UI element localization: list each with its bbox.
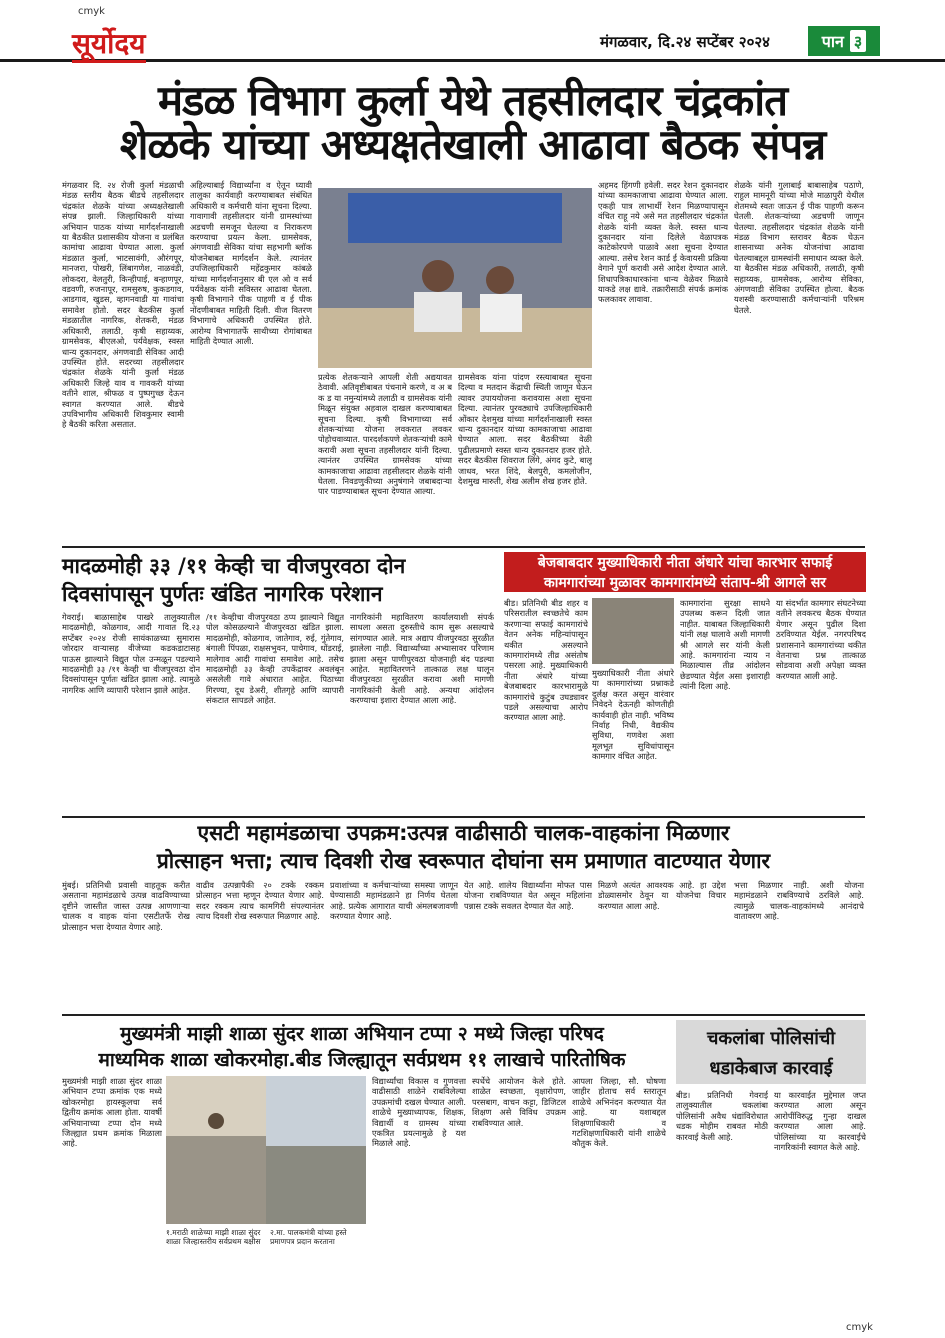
story3-column-2: मुख्याधिकारी नीता अंधारे या कामगारांच्या प्रश्नाकडे दुर्लक्ष करत असून वारंवार निवेदने देऊनही कोणतीही कार्यवाही होत नाही. भविष्य निर्वाह निधी, वैद्यकीय सुविधा, गणवेश अशा मूलभूत सुविधांपासून कामगार वंचित आहेत. — [592, 668, 674, 762]
cmyk-mark-bottom: cmyk — [846, 1322, 873, 1333]
portrait-photo — [592, 598, 674, 664]
lead-column-3: प्रत्येक शेतकऱ्याने आपली शेती अद्ययावत ठेवावी. अतिवृष्टीबाबत पंचनामे करणे, व अ ब क ड या नमुन्यांमध्ये तलाठी व ग्रामसेवक यांनी मिळून संयुक्त अहवाल दाखल करण्याबाबत सूचना दिल्या. कृषी विभागाच्या सर्व शेतकऱ्यांच्या योजना लवकरात लवकर पोहोचवाव्यात. पारदर्शकपणे शेतकऱ्यांची कामे करावी अशा सूचना तहसीलदार यांनी दिल्या. त्यानंतर उपस्थित ग्रामसेवक यांच्या कामकाजाचा आढावा तहसीलदार शेळके यांनी घेतला. निवडणुकीच्या अनुषंगाने जबाबदाऱ्या पार पाडण्याबाबत सूचना देण्यात आल्या. — [318, 372, 452, 497]
lead-column-6: शेळके यांनी गुलाबाई बाबासाहेब पठाणे, राहुल मामनूरी यांच्या मोजे माळापुरी येथील शेतमध्ये स्वतः जाऊन ई पीक पाहणी करून घेतली. शेतकऱ्यांच्या अडचणी जाणून घेतल्या. तहसीलदार चंद्रकांत शेळके यांनी मंडळ विभाग स्तरावर बैठक घेऊन शासनाच्या अनेक योजनांचा आढावा घेतल्याबद्दल ग्रामस्थांनी समाधान व्यक्त केले. या बैठकीस मंडळ अधिकारी, तलाठी, कृषी सहाय्यक, ग्रामसेवक, आरोग्य सेविका, अंगणवाडी सेविका उपस्थित होत्या. बैठक यशस्वी करण्यासाठी कर्मचाऱ्यांनी परिश्रम घेतले. — [734, 180, 864, 315]
section-divider — [62, 546, 865, 548]
story6-column-2: या कारवाईत मुद्देमाल जप्त करण्यात आला असून आरोपींविरुद्ध गुन्हा दाखल करण्यात आला आहे. पोलिसांच्या या कारवाईचे नागरिकांनी स्वागत केले आहे. — [774, 1090, 866, 1153]
story6-headline-line1: चकलांबा पोलिसांची — [707, 1028, 835, 1049]
story3-column-1: बीड। प्रतिनिधी बीड शहर व परिसरातील स्वच्छतेचे काम करणाऱ्या सफाई कामगारांचे वेतन अनेक महिन्यांपासून थकीत असल्याने कामगारांमध्ये तीव्र असंतोष पसरला आहे. मुख्याधिकारी नीता अंधारे यांच्या बेजबाबदार कारभारामुळे कामगारांचे कुटुंब उघड्यावर पडले असल्याचा आरोप करण्यात आला आहे. — [504, 598, 588, 723]
story4-headline-line1: एसटी महामंडळाचा उपक्रम:उत्पन्न वाढीसाठी चालक-वाहकांना मिळणार — [197, 821, 730, 845]
story4-column-3: प्रवाशांच्या व कर्मचाऱ्यांच्या समस्या जाणून घेण्यासाठी महामंडळाने हा निर्णय घेतला आहे. प्रत्येक आगारात याची अंमलबजावणी करण्यात येणार आहे. — [330, 880, 458, 922]
story2-column-2: /११ केव्हीचा वीजपुरवठा ठप्प झाल्याने विद्युत पोल कोसळल्याने वीजपुरवठा खंडित झाला. मादळमोही, कोळगाव, जातेगाव, रुई, गुंतेगाव, बंगाली पिंपळा, राक्षसभुवन, पाचेगाव, धोंडराई, मालेगाव आदी गावांचा समावेश आहे. तसेच मादळमोही ३३ केव्ही उपकेंद्रावर अवलंबून असलेली गावे अंधारात आहेत. पिठाच्या गिरण्या, दूध डेअरी, शीतगृहे आणि व्यापारी संकटात सापडले आहेत. — [206, 612, 344, 706]
story6-column-1: बीड। प्रतिनिधी गेवराई तालुक्यातील चकलांबा पोलिसांनी अवैध धंद्यांविरोधात धडक मोहीम राबवत मोठी कारवाई केली आहे. — [676, 1090, 768, 1142]
story2-headline-line2: दिवसांपासून पुर्णतः खंडित नागरिक परेशान — [62, 582, 383, 606]
story4-column-6: भत्ता मिळणार नाही. अशी योजना महामंडळाने राबविण्याचे ठरविले आहे. त्यामुळे चालक-वाहकांमध्ये आनंदाचे वातावरण आहे. — [734, 880, 864, 922]
story5-column-3: स्पर्धेचे आयोजन केले होते. शाळेत स्वच्छता, वृक्षारोपण, परसबाग, वाचन कट्टा, डिजिटल शिक्षण असे विविध उपक्रम राबविण्यात आले. — [472, 1076, 566, 1128]
meeting-photo — [318, 188, 592, 368]
story2-column-3: नागरिकांनी महावितरण कार्यालयाशी संपर्क साधला असता दुरुस्तीचे काम सुरू असल्याचे सांगण्यात आले. मात्र अद्याप वीजपुरवठा सुरळीत झालेला नाही. विद्यार्थ्यांच्या अभ्यासावर परिणाम झाला असून पाणीपुरवठा योजनाही बंद पडल्या आहेत. महावितरणने तात्काळ लक्ष घालून वीजपुरवठा सुरळीत करावा अशी मागणी नागरिकांनी केली आहे. अन्यथा आंदोलन करण्याचा इशारा देण्यात आला आहे. — [350, 612, 494, 706]
lead-column-1: मंगळवार दि. २४ रोजी कुर्ला मंडळाची मंडळ स्तरीय बैठक बीडचे तहसीलदार चंद्रकांत शेळके यांच्या अध्यक्षतेखाली संपन्न झाली. जिल्हाधिकारी यांच्या अभियान पाठक यांच्या मार्गदर्शनाखाली या बैठकीत प्रशासकीय योजना व प्रलंबित कामांचा आढावा घेण्यात आला. कुर्ला मंडळात कुर्ला, भाटसावंगी, औरंगपूर, मानजरा, पोखरी, लिंबागणेश, नाळवंडी, लोकदरा, वेलतुरी, किन्हीपाई, बन्हाणपूर, वडवणी, रुजनापूर, रामसुरुष, कुकडगाव, आडगाव, खुडस, व्हागनवाडी या गावांचा समावेश होतो. सदर बैठकीस कुर्ला मंडळातील नागरिक, शेतकरी, मंडळ अधिकारी, तलाठी, कृषी सहाय्यक, ग्रामसेवक, बीएलओ, पर्यवेक्षक, स्वस्त धान्य दुकानदार, अंगणवाडी सेविका आदी उपस्थित होते. सदरच्या तहसीलदार चंद्रकांत शेळके यांनी कुर्ला मंडळ अधिकारी जिल्हे याव व गावकरी यांच्या वतीने शाल, श्रीफळ व पुष्पगुच्छ देऊन स्वागत करण्यात आले. बीडचे उपविभागीय अधिकारी शिवकुमार स्वामी हे बैठकी करिता असतात. — [62, 180, 184, 430]
lead-headline-line2: शेळके यांच्या अध्यक्षतेखाली आढावा बैठक संपन्न — [119, 120, 826, 169]
story3-column-3: कामगारांना सुरक्षा साधने उपलब्ध करून दिली जात नाहीत. याबाबत जिल्हाधिकारी यांनी लक्ष घालावे अशी मागणी श्री आगले सर यांनी केली आहे. कामगारांना न्याय न मिळाल्यास तीव्र आंदोलन छेडण्यात येईल असा इशाराही त्यांनी दिला आहे. — [680, 598, 770, 692]
story2-headline-line1: मादळमोही ३३ /११ केव्ही चा वीजपुरवठा दोन — [62, 554, 406, 578]
story4-column-1: मुंबई। प्रतिनिधी प्रवासी वाहतूक करीत असताना महामंडळाचे उत्पन्न वाढविण्याच्या दृष्टीने जास्तीत जास्त उत्पन्न आणणाऱ्या चालक व वाहक यांना एसटीतर्फे रोख प्रोत्साहन भत्ता देण्यात येणार आहे. — [62, 880, 190, 932]
school-photo-2 — [266, 1076, 366, 1224]
cmyk-mark-top: cmyk — [78, 6, 105, 17]
story3-headline-line1: बेजबाबदार मुख्याधिकारी नीता अंधारे यांचा कारभार सफाई — [504, 552, 866, 572]
story6-headline-box — [676, 1020, 866, 1084]
story4-column-2: वाढीव उत्पन्नापैकी २० टक्के रक्कम प्रोत्साहन भत्ता म्हणून देण्यात येणार आहे. सदर रक्कम त्याच कामगिरी संपल्यानंतर त्याच दिवशी रोख स्वरूपात मिळणार आहे. — [196, 880, 324, 922]
lead-column-5: अहमद हिंगणी हवेली. सदर रेशन दुकानदार यांच्या कामकाजाचा आढावा घेण्यात आला. एकही पात्र लाभार्थी रेशन मिळण्यापासून वंचित राहू नये असे मत तहसीलदार चंद्रकांत शेळके यांनी व्यक्त केले. स्वस्त धान्य दुकानदार यांना दिलेले वेळापत्रक काटेकोरपणे पाळावे अशा सूचना देण्यात आल्या. तसेच रेशन कार्ड ई केवायसी प्रक्रिया वेगाने पूर्ण करावी असे आदेश देण्यात आले. शिधापत्रिकाधारकांना धान्य वेळेवर मिळावे याकडे लक्ष द्यावे. तक्रारीसाठी संपर्क क्रमांक फलकावर लावावा. — [598, 180, 728, 305]
issue-date: मंगळवार, दि.२४ सप्टेंबर २०२४ — [600, 33, 770, 51]
section-divider — [62, 816, 865, 818]
story5-column-1: मुख्यमंत्री माझी शाळा सुंदर शाळा अभियान टप्पा क्रमांक एक मध्ये खोकरमोहा हायस्कूलचा सर्व द्वितीय क्रमांक आला होता. यावर्षी अभियानाच्या टप्पा दोन मध्ये जिल्ह्यात प्रथम क्रमांक मिळाला आहे. — [62, 1076, 162, 1149]
section-divider — [62, 1014, 865, 1016]
photo-caption-2: २.मा. पालकमंत्री यांच्या हस्ते प्रमाणपत्र प्रदान करताना — [270, 1228, 347, 1246]
story3-column-4: या संदर्भात कामगार संघटनेच्या वतीने लवकरच बैठक घेण्यात येणार असून पुढील दिशा ठरविण्यात येईल. नगरपरिषद प्रशासनाने कामगारांच्या थकीत वेतनाचा प्रश्न तात्काळ सोडवावा अशी अपेक्षा व्यक्त करण्यात आली आहे. — [776, 598, 866, 681]
photo-caption-1: १.मराठी शाळेच्या माझी शाळा सुंदर शाळा जिल्हास्तरीय सर्वप्रथम बक्षीस — [166, 1228, 261, 1246]
story4-column-4: येत आहे. शालेय विद्यार्थ्यांना मोफत पास योजना राबविण्यात येत असून महिलांना पन्नास टक्के सवलत देण्यात येत आहे. — [464, 880, 592, 911]
story3-headline-line2: कामगारांच्या मुळावर कामगारांमध्ये संताप-श्री आगले सर — [504, 572, 866, 592]
story4-headline-line2: प्रोत्साहन भत्ता; त्याच दिवशी रोख स्वरूपात दोघांना सम प्रमाणात वाटण्यात येणार — [156, 849, 771, 873]
story5-headline-line2: माध्यमिक शाळा खोकरमोहा.बीड जिल्ह्यातून सर्वप्रथम ११ लाखाचे पारितोषिक — [98, 1049, 626, 1071]
lead-column-2: अहिल्याबाई विद्यार्थ्यांना व ऐतून घ्यावी तालुका कार्यवाही करण्याबाबत संबंधित अधिकारी व कर्मचारी यांना सूचना दिल्या. गावागावी तहसीलदार यांनी ग्रामस्थांच्या अडचणी समजून घेतल्या व निराकरण करण्याचा प्रयत्न केला. ग्रामसेवक, अंगणवाडी सेविका यांचा सहभागी ब्लॉक योजनेबाबत मार्गदर्शन केले. त्यानंतर उपजिल्हाधिकारी महेंद्रकुमार कांबळे यांच्या मार्गदर्शनानुसार बी एल ओ व सर्व पर्यवेक्षक यांनी सविस्तर आढावा घेतला. कृषी विभागाने पीक पाहणी व ई पीक नोंदणीबाबत माहिती दिली. वीज वितरण विभागाचे अधिकारी उपस्थित होते. आरोग्य विभागातर्फे साथीच्या रोगांबाबत माहिती देण्यात आली. — [190, 180, 312, 347]
story6-headline-line2: धडाकेबाज कारवाई — [709, 1058, 833, 1079]
story2-column-1: गेवराई। बाळासाहेब पाखरे तालुक्यातील मादळमोही, कोळगाव, आदी गावात दि.२३ सप्टेंबर २०२४ रोजी सायंकाळच्या सुमारास जोरदार वाऱ्यासह वीजेच्या कडकडाटासह पाऊस झाल्याने विद्युत पोल उन्मळून पडल्याने मादळमोही ३३ /११ केव्ही चा वीजपुरवठा दोन दिवसांपासून पूर्णतः खंडित झाला आहे. त्यामुळे नागरिक आणि व्यापारी परेशान झाले आहेत. — [62, 612, 200, 695]
newspaper-logo: सूर्योदय — [72, 24, 146, 63]
story4-column-5: मिळणे अत्यंत आवश्यक आहे. हा उद्देश डोळ्यासमोर ठेवून या योजनेचा विचार करण्यात आला आहे. — [598, 880, 726, 911]
story5-column-4: आपला जिल्हा, सौ. घोषणा जाहीर होताच सर्व स्तरातून शाळेचे अभिनंदन करण्यात येत आहे. या यशाबद्दल शिक्षणाधिकारी व गटशिक्षणाधिकारी यांनी शाळेचे कौतुक केले. — [572, 1076, 666, 1149]
lead-column-4: ग्रामसेवक यांना पांदण रस्त्याबाबत सूचना दिल्या व मतदान केंद्राची स्थिती जाणून घेऊन त्यावर उपाययोजना करावयास अशा सूचना दिल्या. त्यानंतर पुरवठ्याचे उपजिल्हाधिकारी ओंकार देशमुख यांच्या मार्गदर्शनाखाली स्वस्त धान्य दुकानदार यांच्या कामकाजाचा आढावा घेण्यात आला. सदर बैठकीच्या वेळी पुढीलप्रमाणे स्वस्त धान्य दुकानदार हजर होते. सदर बैठकीस शिवराज लिंगे, अंगद कुटे, बालू जाधव, भरत शिंदे, बेलपुरी, कमलोजीन, देशमुख मारुती, शेख अलीम शेख हजर होते. — [458, 372, 592, 487]
story5-headline-line1: मुख्यमंत्री माझी शाळा सुंदर शाळा अभियान टप्पा २ मध्ये जिल्हा परिषद — [120, 1023, 604, 1045]
lead-headline-line1: मंडळ विभाग कुर्ला येथे तहसीलदार चंद्रकांत — [157, 76, 788, 125]
story5-column-2: विद्यार्थ्यांचा विकास व गुणवत्ता वाढीसाठी शाळेने राबविलेल्या उपक्रमांची दखल घेण्यात आली. शाळेचे मुख्याध्यापक, शिक्षक, विद्यार्थी व ग्रामस्थ यांच्या एकत्रित प्रयत्नामुळे हे यश मिळाले आहे. — [372, 1076, 466, 1149]
school-photo-1 — [166, 1076, 266, 1224]
page-number-badge: पान ३ — [808, 26, 880, 56]
